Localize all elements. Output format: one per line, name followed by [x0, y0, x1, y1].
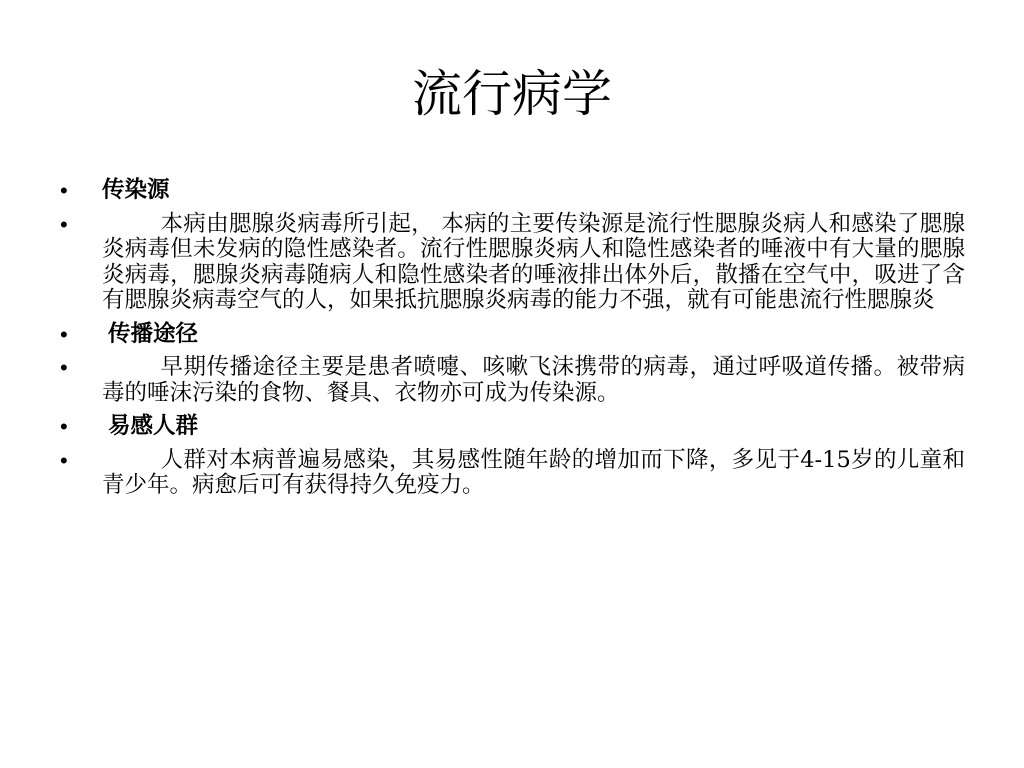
bullet-heading-transmission [60, 322, 965, 348]
bullet-text-source [60, 212, 965, 314]
bullet-heading-susceptible [60, 414, 965, 440]
section-heading: 易感人群 [108, 413, 199, 439]
bullet-list [60, 178, 965, 507]
bullet-icon: • [60, 178, 68, 203]
bullet-text-susceptible [60, 448, 965, 499]
section-heading: 传染源 [102, 177, 170, 203]
section-paragraph: 人群对本病普遍易感染，其易感性随年龄的增加而下降，多见于4-15岁的儿童和青少年。病愈后可有获得持久免疫力。 [102, 446, 965, 498]
bullet-icon: • [60, 355, 68, 380]
section-paragraph: 本病由腮腺炎病毒所引起， 本病的主要传染源是流行性腮腺炎病人和感染了腮腺炎病毒但未发病的隐性感染者。流行性腮腺炎病人和隐性感染者的唾液中有大量的腮腺炎病毒，腮腺炎病毒随病人和隐性感染者的唾液排出体外后，散播在空气中，吸进了含有腮腺炎病毒空气的人，如果抵抗腮腺炎病毒的能力不强，就有可能患流行性腮腺炎 [102, 210, 965, 313]
bullet-icon: • [60, 321, 68, 347]
bullet-icon: • [60, 447, 68, 473]
bullet-icon: • [60, 414, 68, 439]
slide-title: 流行病学 [412, 65, 612, 123]
section-paragraph: 早期传播途径主要是患者喷嚏、咳嗽飞沫携带的病毒，通过呼吸道传播。被带病毒的唾沫污染的食物、餐具、衣物亦可成为传染源。 [102, 354, 965, 406]
bullet-text-transmission [60, 355, 965, 406]
bullet-heading-source [60, 178, 965, 204]
bullet-icon: • [60, 211, 68, 237]
section-heading: 传播途径 [108, 320, 199, 347]
